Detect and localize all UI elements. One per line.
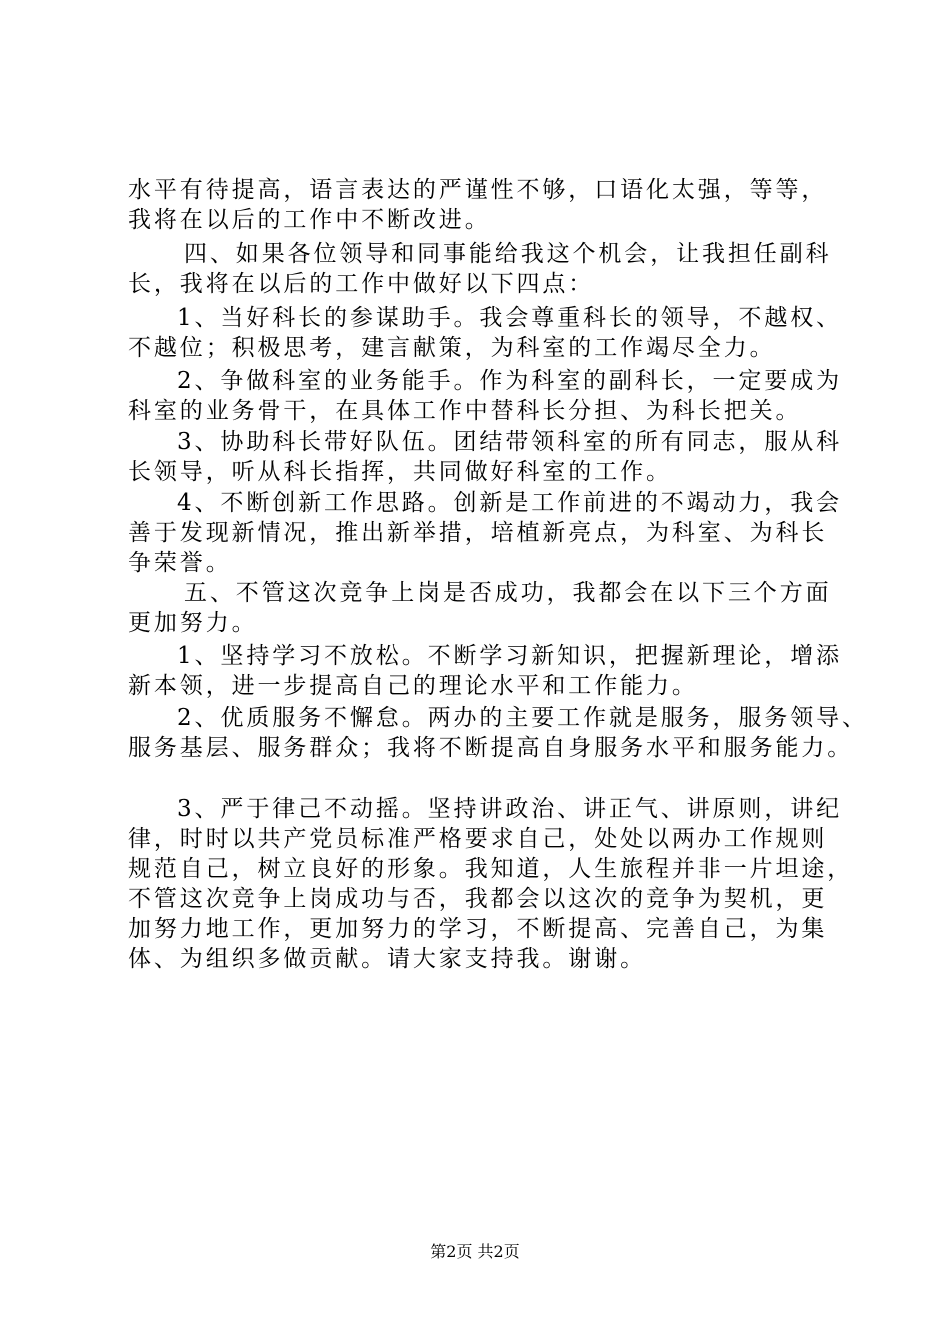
page-number-footer: 第2页 共2页: [430, 1242, 520, 1261]
paragraph-line: 科室的业务骨干，在具体工作中替科长分担、为科长把关。: [128, 398, 802, 424]
section-five-heading-line: 五、不管这次竞争上岗是否成功，我都会在以下三个方面: [184, 580, 832, 606]
item-2-line: 2、争做科室的业务能手。作为科室的副科长，一定要成为: [177, 368, 843, 394]
paragraph-line: 更加努力。: [128, 610, 258, 636]
item-1-line: 1、坚持学习不放松。不断学习新知识，把握新理论，增添: [177, 643, 843, 669]
paragraph-line: 律，时时以共产党员标准严格要求自己，处处以两办工作规则: [128, 826, 828, 852]
paragraph-line: 长，我将在以后的工作中做好以下四点：: [128, 271, 595, 297]
paragraph-line: 规范自己，树立良好的形象。我知道，人生旅程并非一片坦途，: [128, 856, 854, 882]
paragraph-line: 不越位；积极思考，建言献策，为科室的工作竭尽全力。: [128, 335, 776, 361]
item-2-line: 2、优质服务不懈怠。两办的主要工作就是服务，服务领导、: [177, 705, 868, 731]
paragraph-line: 体、为组织多做贡献。请大家支持我。谢谢。: [128, 946, 646, 972]
paragraph-line: 不管这次竞争上岗成功与否，我都会以这次的竞争为契机，更: [128, 886, 828, 912]
paragraph-line: 服务基层、服务群众；我将不断提高自身服务水平和服务能力。: [128, 735, 854, 761]
item-4-line: 4、不断创新工作思路。创新是工作前进的不竭动力，我会: [177, 490, 843, 516]
paragraph-line: 善于发现新情况，推出新举措，培植新亮点，为科室、为科长: [128, 520, 828, 546]
paragraph-line: 新本领，进一步提高自己的理论水平和工作能力。: [128, 673, 698, 699]
paragraph-line: 加努力地工作，更加努力的学习，不断提高、完善自己，为集: [128, 916, 828, 942]
paragraph-line: 水平有待提高，语言表达的严谨性不够，口语化太强，等等，: [128, 177, 828, 203]
paragraph-line: 长领导，听从科长指挥，共同做好科室的工作。: [128, 459, 672, 485]
item-3-line: 3、协助科长带好队伍。团结带领科室的所有同志，服从科: [177, 429, 843, 455]
item-1-line: 1、当好科长的参谋助手。我会尊重科长的领导，不越权、: [177, 305, 843, 331]
section-four-heading-line: 四、如果各位领导和同事能给我这个机会，让我担任副科: [184, 241, 832, 267]
paragraph-line: 我将在以后的工作中不断改进。: [128, 207, 491, 233]
paragraph-line: 争荣誉。: [128, 550, 232, 576]
item-3-line: 3、严于律己不动摇。坚持讲政治、讲正气、讲原则，讲纪: [177, 796, 843, 822]
